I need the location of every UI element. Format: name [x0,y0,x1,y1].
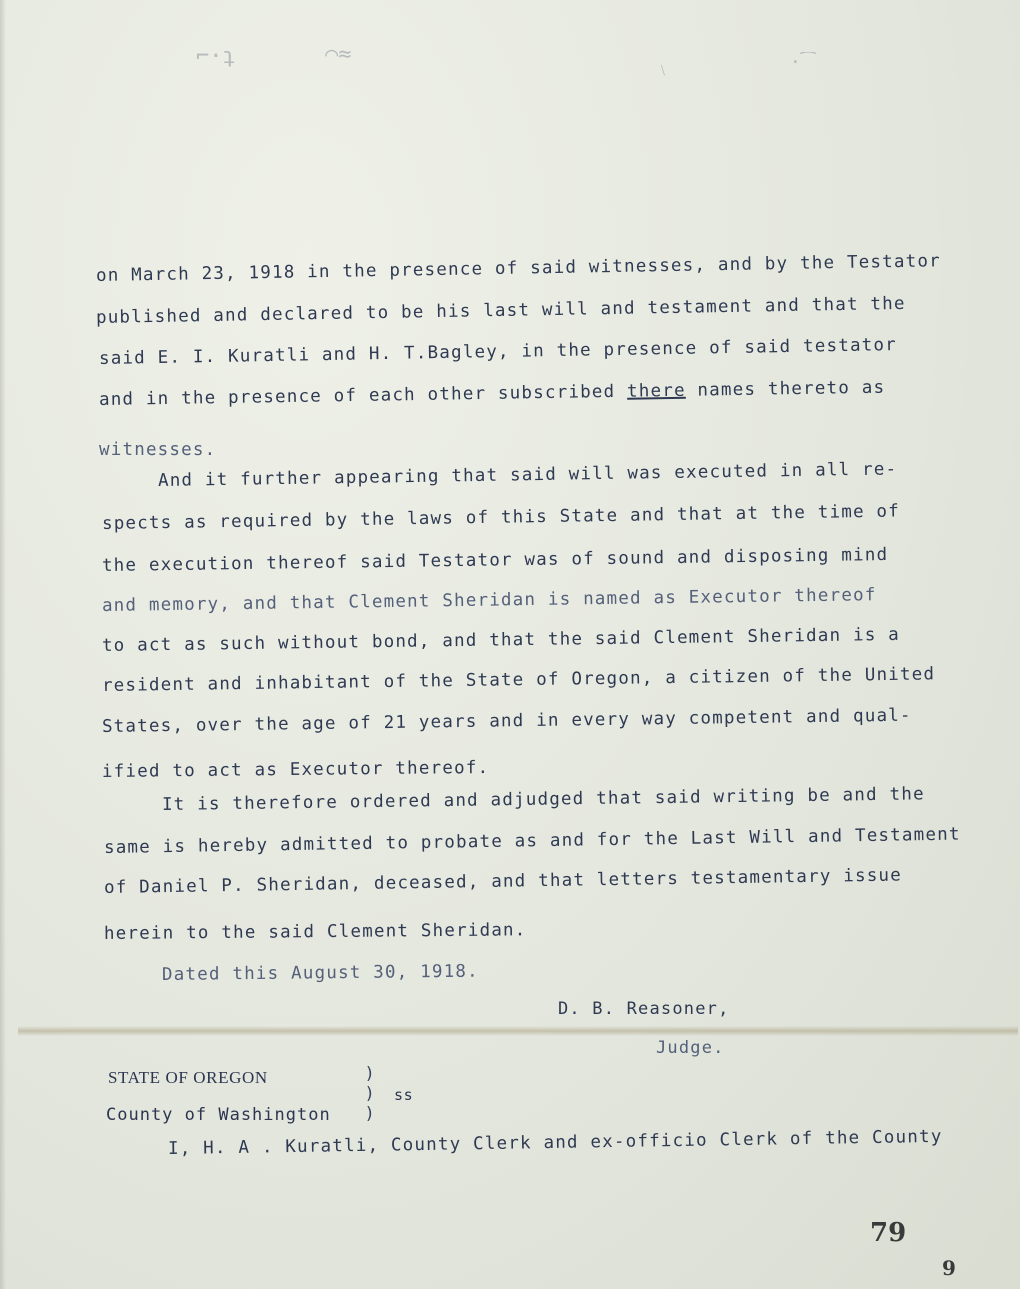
body-line: said E. I. Kuratli and H. T.Bagley, in the presence of said testator [98,335,898,369]
smudge-mark: ⌒≈ [325,42,352,67]
body-line: resident and inhabitant of the State of Oregon, a citizen of the United [101,664,936,696]
body-line: States, over the age of 21 years and in every way competent and qual- [101,705,912,737]
body-line: ified to act as Executor thereof. [101,757,490,782]
caption-brace: ) [366,1084,373,1104]
body-line: same is hereby admitted to probate as and for the Last Will and Testament [103,824,961,858]
body-line: published and declared to be his last will and testament and that the [95,293,906,328]
body-line-segment: names thereto as [685,377,886,401]
body-line: on March 23, 1918 in the presence of said witnesses, and by the Testator [95,251,942,286]
date-line: Dated this August 30, 1918. [161,961,479,985]
body-line: And it further appearing that said will was executed in all re- [157,459,898,491]
body-line: and memory, and that Clement Sheridan is named as Executor thereof [101,585,877,616]
judge-title: Judge. [656,1038,725,1058]
caption-county: County of Washington [106,1105,331,1125]
smudge-mark: ⌐·ʇ [196,44,236,69]
smudge-mark: ·⁀ [790,52,816,73]
body-line: It is therefore ordered and adjudged that said writing be and the [161,784,925,815]
page-number-secondary: 9 [942,1256,956,1280]
body-line: of Daniel P. Sheridan, deceased, and that letters testamentary issue [103,865,903,898]
body-line-segment: and in the presence of each other subscribed [98,381,628,410]
body-line: the execution thereof said Testator was of sound and disposing mind [101,545,889,576]
page-fold-crease [18,1026,1018,1036]
underlined-word: there [626,380,686,402]
smudge-mark: ﹨ [655,59,672,78]
caption-brace: ) [366,1064,373,1084]
caption-ss: ss [394,1086,414,1104]
closing-line: I, H. A . Kuratli, County Clerk and ex-officio Clerk of the County [167,1126,943,1159]
judge-signature-name: D. B. Reasoner, [558,999,730,1019]
caption-brace: ) [366,1104,373,1124]
body-line: herein to the said Clement Sheridan. [103,920,527,944]
page-number: 79 [870,1218,907,1248]
body-line: to act as such without bond, and that the said Clement Sheridan is a [101,624,901,656]
page-edge-shadow [0,0,6,1289]
body-line: witnesses. [99,440,217,460]
body-line: spects as required by the laws of this State and that at the time of [101,501,901,534]
body-line [99,378,886,410]
caption-state: STATE OF OREGON [108,1068,268,1087]
